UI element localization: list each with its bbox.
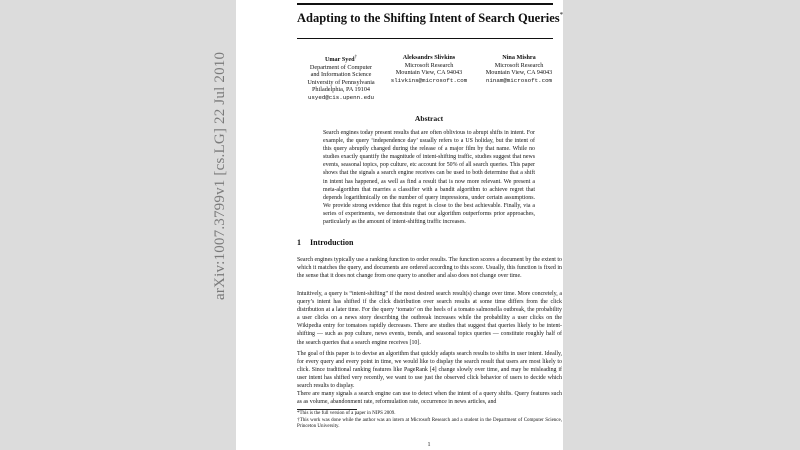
paper-title-text: Adapting to the Shifting Intent of Search Queries xyxy=(297,11,560,26)
abstract-heading: Abstract xyxy=(414,114,444,123)
author-name: Umar Syed† xyxy=(324,55,358,64)
section-heading xyxy=(297,238,353,247)
author-affiliation-line: Microsoft Research xyxy=(494,61,544,69)
author-affiliation-line: Mountain View, CA 94043 xyxy=(395,69,463,77)
footnote: *This is the full version of a paper in NIPS 2009. xyxy=(297,411,396,416)
title-bottom-rule xyxy=(297,38,553,39)
section-title: Introduction xyxy=(310,238,354,247)
author-block xyxy=(384,54,474,84)
author-email: ninam@microsoft.com xyxy=(485,76,553,84)
author-block xyxy=(296,54,386,102)
author-affiliation-line: Mountain View, CA 94043 xyxy=(485,69,553,77)
author-affiliation-line: Philadelphia, PA 19104 xyxy=(311,86,371,94)
author-block xyxy=(474,54,563,84)
title-footnote-mark: * xyxy=(559,11,563,19)
paper-page xyxy=(236,0,563,450)
title-top-rule xyxy=(297,3,553,5)
body-paragraph: The goal of this paper is to devise an algorithm that quickly adapts search results to shifts in user intent. Ideally, for every query and every point in time, we would like to display the search result that users are most likely to click. Since traditional ranking features like PageRank [4] change slowly over time, and may be misleading if user intent has shifted very recently, we want to use just the observed click behavior of users to decide which search results to display. xyxy=(297,351,562,390)
footnote: †This work was done while the author was an intern at Microsoft Research and a student in the Department of Computer Science, Princeton University. xyxy=(297,418,562,430)
author-affiliation-line: Microsoft Research xyxy=(404,61,454,69)
author-affiliation-line: University of Pennsylvania xyxy=(307,78,375,86)
author-name: Nina Mishra xyxy=(502,54,536,61)
page-number: 1 xyxy=(427,442,431,448)
body-paragraph: Search engines typically use a ranking function to order results. The function scores a document by the extent to which it matches the query, and documents are ordered according to this score. Usually, this function is fixed in the sense that it does not change from one query to another and also does not change over time. xyxy=(297,257,562,280)
author-email: usyed@cis.upenn.edu xyxy=(307,94,375,102)
paper-title xyxy=(297,11,561,26)
body-paragraph: Intuitively, a query is “intent-shifting” if the most desired search result(s) change over time. More concretely, a query’s intent has shifted if the click distribution over search results at some time differs from the click distribution at a later time. For the query ‘tomato’ on the heels of a tomato salmonella outbreak, the probability a user clicks on a news story describing the outbreak increases while the probability a user clicks on the Wikipedia entry for tomatoes rapidly decreases. There are studies that suggest that queries likely to be intent-shifting — such as pop culture, news events, trends, and seasonal topics queries — constitute roughly half of the search queries that a search engine receives [10]. xyxy=(297,291,562,346)
arxiv-stamp: arXiv:1007.3799v1 [cs.LG] 22 Jul 2010 xyxy=(212,51,228,300)
author-affiliation-line: Department of Computer xyxy=(309,63,373,71)
footnote-rule xyxy=(297,409,357,410)
author-affiliation-line: and Information Science xyxy=(310,71,372,79)
author-email: slivkins@microsoft.com xyxy=(390,76,468,84)
section-number: 1 xyxy=(297,238,301,247)
author-name: Aleksandrs Slivkins xyxy=(402,54,456,61)
abstract-text: Search engines today present results that are often oblivious to abrupt shifts in intent. For example, the query ‘independence day’ usually refers to a US holiday, but the intent of this query abruptly changed during the release of a major film by that name. While no studies exactly quantify the magnitude of intent-shifting traffic, studies suggest that news events, seasonal topics, pop culture, etc account for 50% of all search queries. This paper shows that the signals a search engine receives can be used to both determine that a shift in intent has happened, as well as find a result that is now more relevant. We present a meta-algorithm that marries a classifier with a bandit algorithm to achieve regret that depends logarithmically on the number of query impressions, under certain assumptions. We provide strong evidence that this regret is close to the best achievable. Finally, via a series of experiments, we demonstrate that our algorithm outperforms prior approaches, particularly as the amount of intent-shifting traffic increases. xyxy=(323,130,535,226)
body-paragraph: There are many signals a search engine can use to detect when the intent of a query shifts. Query features such as as volume, abandonment rate, reformulation rate, occurrence in news articles, and xyxy=(297,391,562,406)
